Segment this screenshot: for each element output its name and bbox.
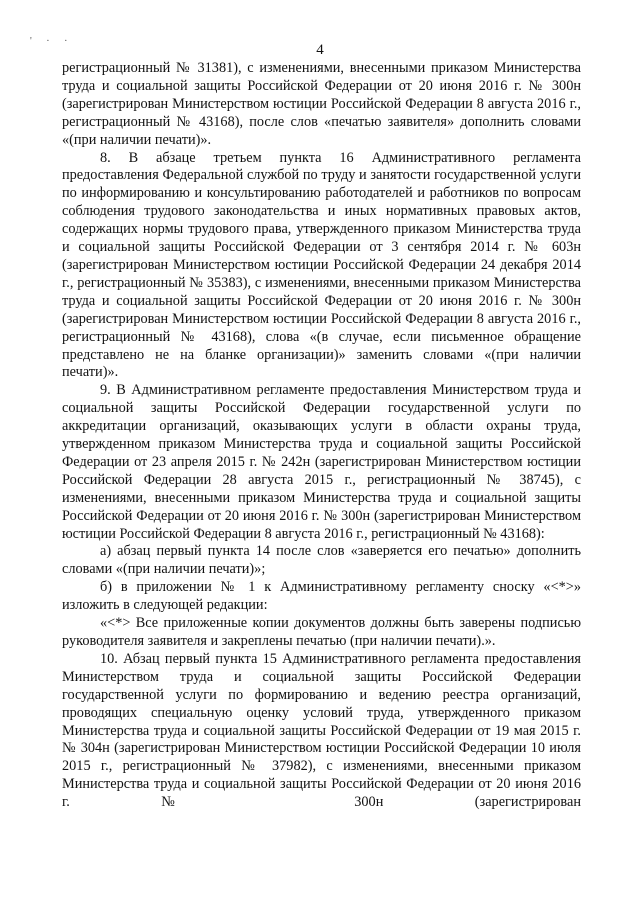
paragraph-footnote-text: «<*> Все приложенные копии документов должны быть заверены подписью руководителя заявителя и закреплены печатью (при наличии печати).». <box>62 615 581 649</box>
scan-marks: ' · · <box>30 36 74 47</box>
paragraph-item-9: 9. В Административном регламенте предоставления Министерством труда и социальной защиты Российской Федерации государственной услуги по аккредитации организаций, оказывающих услуги в области охраны труда, утвержденном приказом Министерства труда и социальной защиты Российской Федерации от 23 апреля 2015 г. № 242н (зарегистрирован Министерством юстиции Российской Федерации 28 августа 2015 г., регистрационный № 38745), с изменениями, внесенными приказом Министерства труда и социальной защиты Российской Федерации от 20 июня 2016 г. № 300н (зарегистрирован Министерством юстиции Российской Федерации 8 августа 2016 г., регистрационный № 43168): <box>62 382 581 542</box>
page-number: 4 <box>316 42 324 58</box>
paragraph-item-10: 10. Абзац первый пункта 15 Административного регламента предоставления Министерством труда и социальной защиты Российской Федерации государственной услуги по формированию и ведению реестра организаций, проводящих специальную оценку условий труда, утвержденного приказом Министерства труда и социальной защиты Российской Федерации от 19 мая 2015 г. № 304н (зарегистрирован Министерством юстиции Российской Федерации 10 июля 2015 г., регистрационный № 37982), с изменениями, внесенными приказом Министерства труда и социальной защиты Российской Федерации от 20 июня 2016 г. № 300н (зарегистрирован <box>62 650 581 811</box>
paragraph-item-8: 8. В абзаце третьем пункта 16 Административного регламента предоставления Федеральной службой по труду и занятости государственной услуги по информированию и консультированию работодателей и работников по вопросам соблюдения трудового законодательства и иных нормативных правовых актов, содержащих нормы трудового права, утвержденного приказом Министерства труда и социальной защиты Российской Федерации от 3 сентября 2014 г. № 603н (зарегистрирован Министерством юстиции Российской Федерации 24 декабря 2014 г., регистрационный № 35383), с изменениями, внесенными приказом Министерства труда и социальной защиты Российской Федерации от 20 июня 2016 г. № 300н (зарегистрирован Министерством юстиции Российской Федерации 8 августа 2016 г., регистрационный № 43168), слова «(в случае, если письменное обращение представлено не на бланке организации)» заменить словами «(при наличии печати)». <box>62 149 581 381</box>
paragraph-item-9b: б) в приложении № 1 к Административному регламенту сноску «<*>» изложить в следующей редакции: <box>62 579 581 614</box>
paragraph-item-9a: а) абзац первый пункта 14 после слов «заверяется его печатью» дополнить словами «(при наличии печати)»; <box>62 543 581 578</box>
paragraph-continuation: регистрационный № 31381), с изменениями, внесенными приказом Министерства труда и социальной защиты Российской Федерации от 20 июня 2016 г. № 300н (зарегистрирован Министерством юстиции Российской Федерации 8 августа 2016 г., регистрационный № 43168), после слов «печатью заявителя» дополнить словами «(при наличии печати)». <box>62 60 581 148</box>
document-body <box>62 60 581 812</box>
